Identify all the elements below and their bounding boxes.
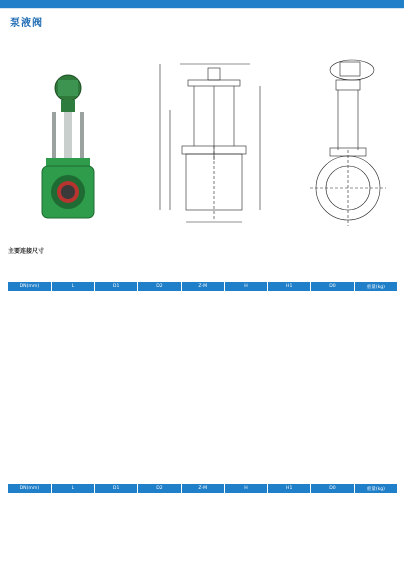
column-header: H1: [268, 484, 311, 493]
column-header: D1: [95, 282, 138, 291]
table-header-row: [8, 484, 398, 493]
column-header: D1: [95, 484, 138, 493]
side-view-drawing: [296, 50, 396, 230]
column-header: D0: [311, 484, 354, 493]
dimensions-table-1: [8, 282, 398, 291]
table-header-row: [8, 282, 398, 291]
column-header: H: [224, 282, 267, 291]
column-header: D2: [138, 282, 181, 291]
column-header: L: [51, 282, 94, 291]
column-header: D2: [138, 484, 181, 493]
column-header: D0: [311, 282, 354, 291]
page-title: 泵液阀: [10, 18, 43, 29]
column-header: 重量(kg): [354, 484, 397, 493]
column-header: Z-M: [181, 484, 224, 493]
header-bar: [0, 0, 404, 8]
column-header: H1: [268, 282, 311, 291]
column-header: DN(mm): [8, 282, 51, 291]
dimensions-table-2: [8, 484, 398, 493]
column-header: 重量(kg): [354, 282, 397, 291]
valve-photo: [28, 70, 108, 230]
column-header: Z-M: [181, 282, 224, 291]
front-view-drawing: [130, 50, 280, 230]
column-header: L: [51, 484, 94, 493]
section-title: 主要连接尺寸: [8, 248, 45, 255]
header-divider: [0, 8, 404, 9]
product-figures: [0, 40, 404, 230]
column-header: DN(mm): [8, 484, 51, 493]
column-header: H: [224, 484, 267, 493]
